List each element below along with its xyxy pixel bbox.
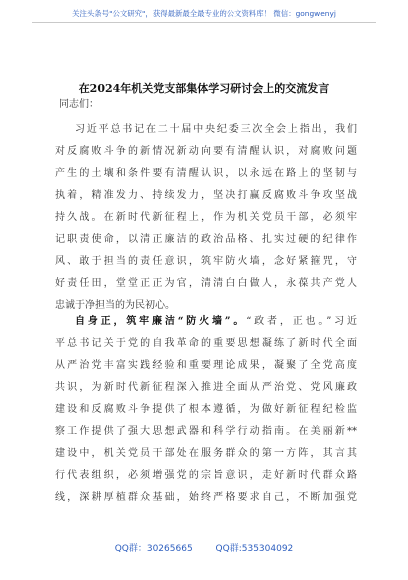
paragraph-heading: 自身正，筑牢廉洁“防火墙”。	[75, 316, 247, 327]
paragraph-line: 产生的土壤和条件要有清醒认识，以永远在路上的坚韧与	[55, 168, 357, 179]
header-promo-note: 关注头条号"公文研究"，获得最新最全最专业的公文资料库！ 微信：gongwenyj	[72, 9, 336, 18]
paragraph-line: 执着，精准发力、持续发力，坚决打赢反腐败斗争攻坚战	[55, 190, 357, 201]
footer-qq-group-2: QQ群:535304092	[215, 544, 294, 554]
paragraph-line: 线，深耕厚植群众基础，始终严格要求自己，不断加强党	[55, 492, 357, 503]
paragraph-line: 行代表组织，必须增强党的宗旨意识，走好新时代群众路	[55, 470, 357, 481]
paragraph-line: 记职责使命，以清正廉洁的政治品格、扎实过硬的纪律作	[55, 234, 357, 245]
paragraph-line: 风、敢于担当的责任意识，筑牢防火墙，念好紧箍咒，守	[55, 256, 357, 267]
salutation: 同志们：	[59, 99, 99, 110]
document-title: 在2024年机关党支部集体学习研讨会上的交流发言	[78, 82, 330, 95]
paragraph-line: 察工作提供了强大思想武器和科学行动指南。在美丽新**	[55, 426, 357, 437]
paragraph-line: 平总书记关于党的自我革命的重要思想凝练了新时代全面	[55, 338, 357, 349]
paragraph-line: 建设和反腐败斗争提供了根本遵循，为做好新征程纪检监	[55, 404, 357, 415]
paragraph-2	[55, 311, 357, 509]
paragraph-line: 对反腐败斗争的新情况新动向要有清醒认识，对腐败问题	[55, 146, 357, 157]
paragraph-line: 习近平总书记在二十届中央纪委三次全会上指出，我们	[75, 124, 357, 135]
paragraph-line: 共识，为新时代新征程深入推进全面从严治党、党风廉政	[55, 382, 357, 393]
paragraph-line: 忠诚于净担当的为民初心。	[55, 300, 175, 311]
paragraph-line: 持久战。在新时代新征程上，作为机关党员干部，必须牢	[55, 212, 357, 223]
paragraph-line: 好责任田，堂堂正正为官，清清白白做人，永葆共产党人	[55, 278, 357, 289]
footer-qq-group-1: QQ群：30265665	[114, 544, 193, 554]
paragraph-line	[55, 311, 357, 333]
paragraph-line: 建设中，机关党员干部处在服务群众的第一方阵，其言其	[55, 448, 357, 459]
paragraph-1	[55, 119, 357, 317]
paragraph-heading-rest: “政者，正也。”习近	[246, 316, 357, 327]
footer-contact	[0, 541, 408, 554]
header-divider	[32, 22, 376, 23]
paragraph-line: 从严治党丰富实践经验和重要理论成果，凝聚了全党高度	[55, 360, 357, 371]
